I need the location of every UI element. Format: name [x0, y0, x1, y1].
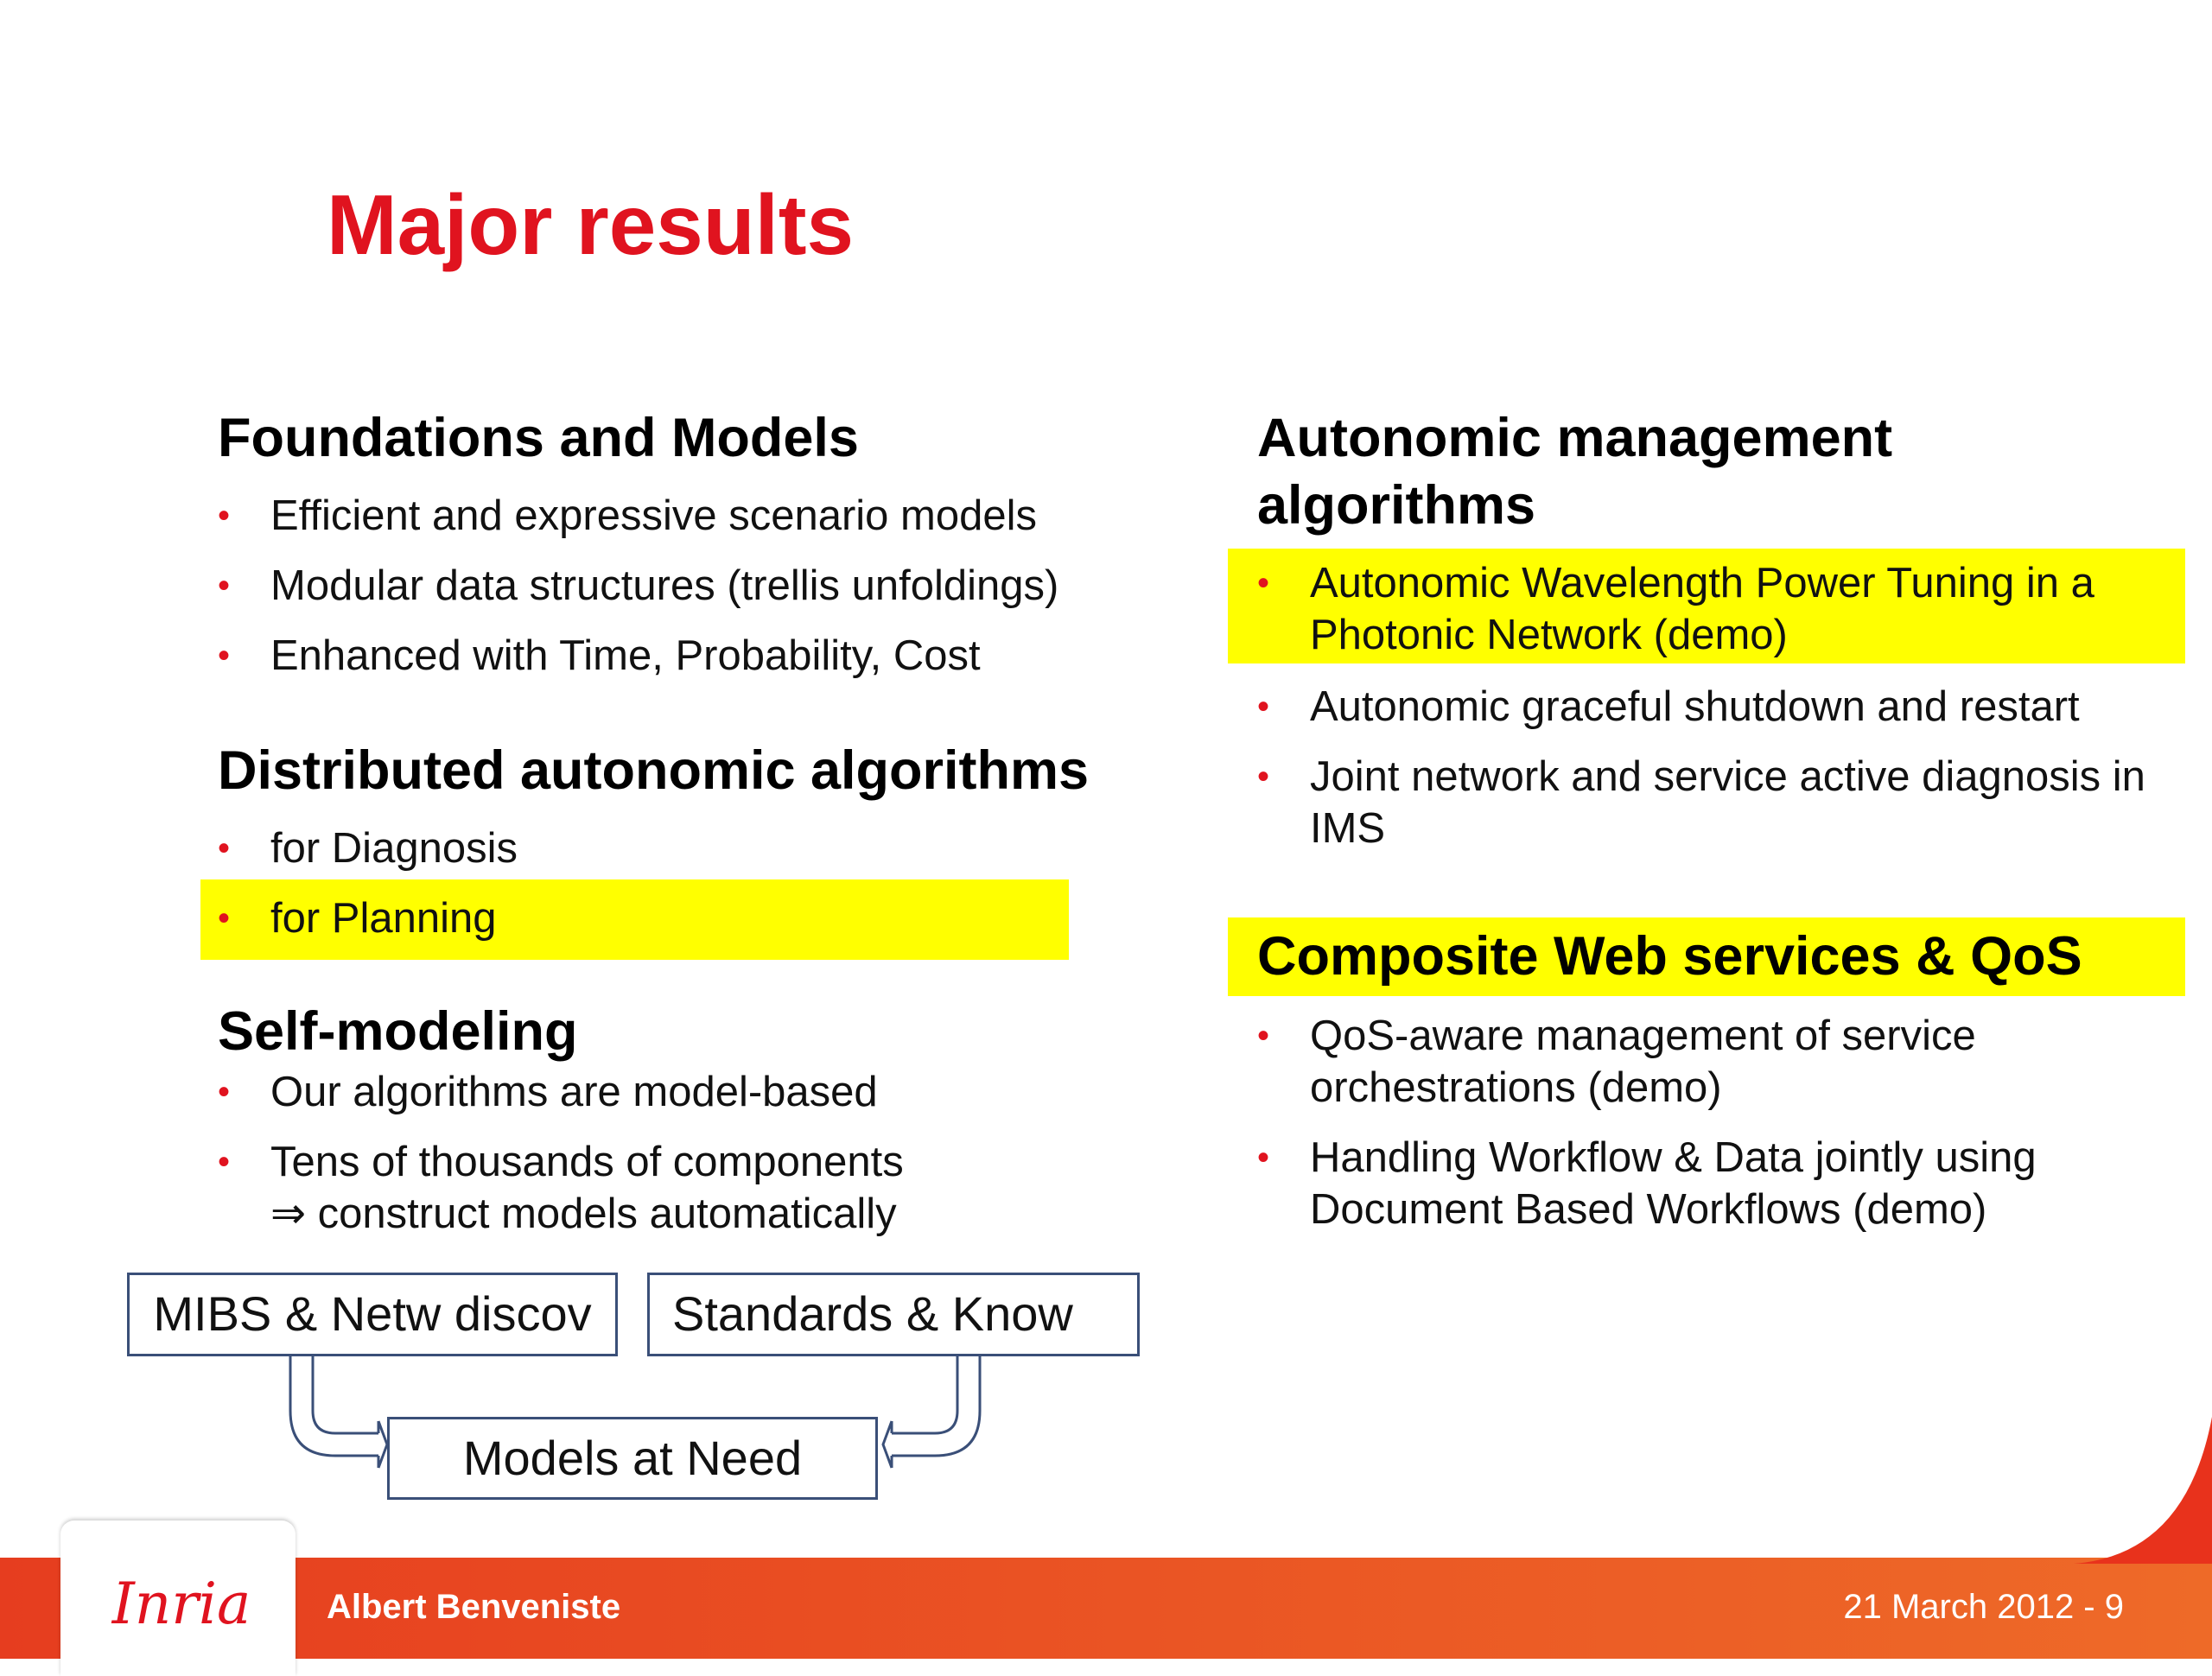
list-item: • Modular data structures (trellis unfoldings): [218, 560, 1168, 612]
heading-line: Autonomic management: [1257, 408, 1893, 468]
heading-foundations: Foundations and Models: [218, 408, 859, 468]
heading-distributed: Distributed autonomic algorithms: [218, 740, 1090, 801]
list-item: • Our algorithms are model-based: [218, 1066, 1168, 1118]
list-item: • Autonomic graceful shutdown and restart: [1257, 681, 2173, 733]
list-item: • QoS-aware management of service orchestrations (demo): [1257, 1010, 2173, 1114]
heading-composite-web-services: Composite Web services & QoS: [1257, 926, 2082, 987]
list-item: • for Diagnosis: [218, 822, 1168, 874]
arrow-left-icon: [276, 1352, 397, 1482]
list-item: • Autonomic Wavelength Power Tuning in a Photonic Network (demo): [1257, 557, 2173, 661]
list-item: • for Planning: [218, 892, 1065, 944]
foundations-list: [218, 490, 1168, 682]
self-modeling-list: [218, 1066, 1168, 1240]
heading-self-modeling: Self-modeling: [218, 1001, 578, 1062]
box-mibs-netw-discov: MIBS & Netw discov: [127, 1273, 618, 1356]
list-item: [218, 1136, 1168, 1240]
inria-logo: Inria: [111, 1571, 251, 1637]
box-models-at-need: Models at Need: [387, 1417, 878, 1500]
footer-curve-decoration: [2074, 1417, 2212, 1564]
footer-date-page: 21 March 2012 - 9: [1843, 1588, 2124, 1626]
list-item-line: ⇒ construct models automatically: [270, 1190, 897, 1237]
list-item-line: Tens of thousands of components: [270, 1139, 904, 1185]
distributed-list: [218, 822, 1168, 874]
slide-title: Major results: [327, 177, 854, 272]
composite-list: [1257, 1010, 2173, 1235]
autonomic-list: [1257, 557, 2173, 854]
planning-list: [218, 892, 1065, 944]
heading-line: algorithms: [1257, 475, 1536, 536]
box-standards-know: Standards & Know: [647, 1273, 1140, 1356]
footer-author: Albert Benveniste: [327, 1588, 621, 1626]
list-item: • Handling Workflow & Data jointly using Document Based Workflows (demo): [1257, 1132, 2173, 1235]
arrow-right-icon: [873, 1352, 994, 1482]
list-item: • Efficient and expressive scenario models: [218, 490, 1168, 542]
list-item: • Joint network and service active diagnosis in IMS: [1257, 751, 2173, 854]
list-item: • Enhanced with Time, Probability, Cost: [218, 630, 1168, 682]
heading-autonomic-management: [1257, 404, 1892, 539]
